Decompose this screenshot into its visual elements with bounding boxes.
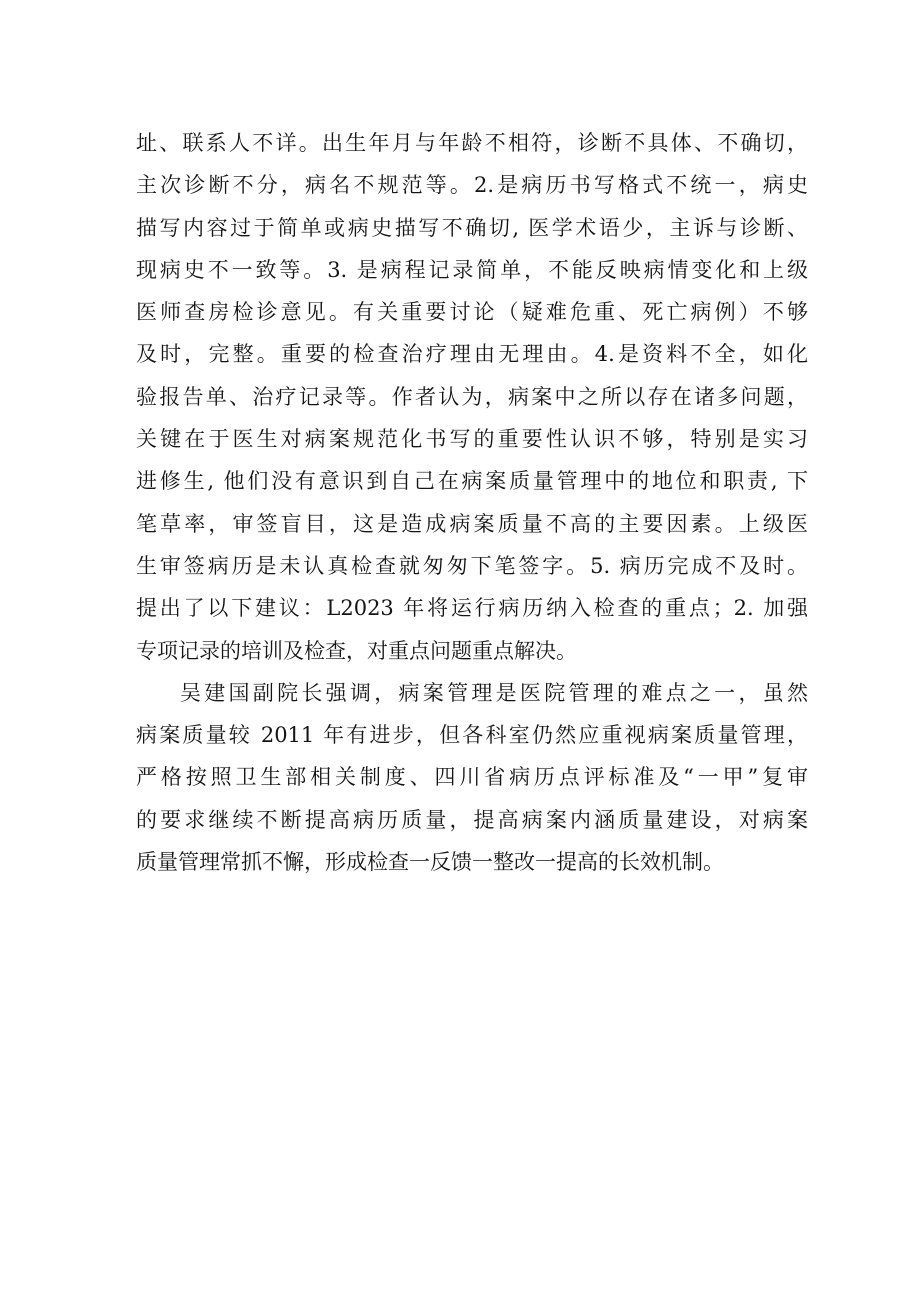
paragraph-line: 关键在于医生对病案规范化书写的重要性认识不够，特别是实习 [136,427,808,452]
paragraph-line: 进修生, 他们没有意识到自己在病案质量管理中的地位和职责, 下 [136,469,808,494]
paragraph-line: 验报告单、治疗记录等。作者认为，病案中之所以存在诸多问题， [136,384,808,409]
paragraph-line: 址、联系人不详。出生年月与年龄不相符，诊断不具体、不确切， [136,131,808,155]
paragraph-line: 描写内容过于简单或病史描写不确切, 医学术语少，主诉与诊断、 [136,215,808,240]
paragraph-2 [136,672,808,883]
paragraph-line: 病案质量较 2011 年有进步，但各科室仍然应重视病案质量管理， [136,723,808,748]
paragraph-line: 质量管理常抓不懈，形成检查一反馈一整改一提高的长效机制。 [136,850,724,875]
paragraph-line: 严格按照卫生部相关制度、四川省病历点评标准及“一甲”复审 [136,765,808,790]
paragraph-line: 及时，完整。重要的检查治疗理由无理由。4.是资料不全，如化 [136,342,808,367]
document-body [136,122,808,883]
paragraph-line: 吴建国副院长强调，病案管理是医院管理的难点之一，虽然 [180,680,808,705]
paragraph-line: 专项记录的培训及检查，对重点问题重点解决。 [136,638,577,663]
paragraph-line: 现病史不一致等。3. 是病程记录简单，不能反映病情变化和上级 [136,257,808,282]
paragraph-1 [136,122,808,672]
paragraph-line: 主次诊断不分，病名不规范等。2.是病历书写格式不统一，病史 [136,173,808,198]
paragraph-line: 医师查房检诊意见。有关重要讨论（疑难危重、死亡病例）不够 [136,300,808,325]
paragraph-line: 提出了以下建议：L2023 年将运行病历纳入检查的重点；2. 加强 [136,596,808,621]
paragraph-line: 生审签病历是未认真检查就匆匆下笔签字。5. 病历完成不及时。 [136,553,808,578]
paragraph-line: 笔草率，审签盲目，这是造成病案质量不高的主要因素。上级医 [136,511,808,536]
paragraph-line: 的要求继续不断提高病历质量，提高病案内涵质量建设，对病案 [136,807,808,832]
